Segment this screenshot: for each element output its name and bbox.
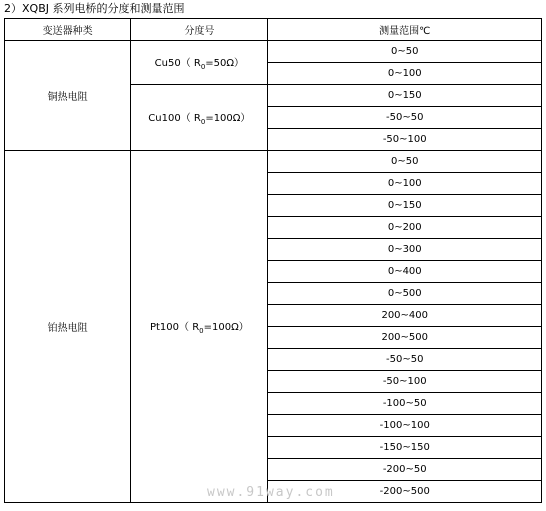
graduation-suffix: =100Ω）	[203, 322, 249, 333]
table-row	[5, 41, 542, 63]
range-cell: 0~150	[268, 195, 542, 217]
graduation-subscript: 0	[200, 118, 206, 126]
range-cell: 0~100	[268, 173, 542, 195]
graduation-cell	[131, 151, 268, 503]
range-cell: -200~50	[268, 459, 542, 481]
range-cell: 0~50	[268, 41, 542, 63]
graduation-prefix: Cu50（ R	[154, 58, 201, 69]
table-row	[5, 151, 542, 173]
range-cell: 0~300	[268, 239, 542, 261]
range-table	[4, 18, 542, 503]
graduation-suffix: =100Ω）	[205, 113, 251, 124]
graduation-suffix: =50Ω）	[205, 58, 245, 69]
range-cell: -200~500	[268, 481, 542, 503]
graduation-prefix: Cu100（ R	[148, 113, 201, 124]
header-graduation: 分度号	[131, 19, 268, 41]
range-cell: 0~400	[268, 261, 542, 283]
header-sensor-type: 变送器种类	[5, 19, 131, 41]
graduation-subscript: 0	[199, 327, 204, 335]
section-title: 2）XQBJ 系列电桥的分度和测量范围	[4, 2, 185, 15]
range-cell: -50~100	[268, 129, 542, 151]
watermark: www.91way.com	[207, 485, 335, 500]
table-header-row	[5, 19, 542, 41]
sensor-type-cell: 铜热电阻	[5, 41, 131, 151]
range-cell: 0~100	[268, 63, 542, 85]
range-cell: -100~50	[268, 393, 542, 415]
range-cell: 0~500	[268, 283, 542, 305]
graduation-subscript: 0	[200, 63, 206, 71]
range-cell: -50~50	[268, 107, 542, 129]
header-range: 测量范围℃	[268, 19, 542, 41]
sensor-type-cell: 铂热电阻	[5, 151, 131, 503]
range-cell: 0~50	[268, 151, 542, 173]
graduation-prefix: Pt100（ R	[149, 322, 200, 333]
range-cell: 0~150	[268, 85, 542, 107]
table-body	[5, 41, 542, 503]
range-cell: 200~400	[268, 305, 542, 327]
range-cell: -100~100	[268, 415, 542, 437]
graduation-cell	[131, 85, 268, 151]
graduation-cell	[131, 41, 268, 85]
range-cell: -50~100	[268, 371, 542, 393]
range-cell: 200~500	[268, 327, 542, 349]
range-cell: 0~200	[268, 217, 542, 239]
range-cell: -150~150	[268, 437, 542, 459]
range-cell: -50~50	[268, 349, 542, 371]
